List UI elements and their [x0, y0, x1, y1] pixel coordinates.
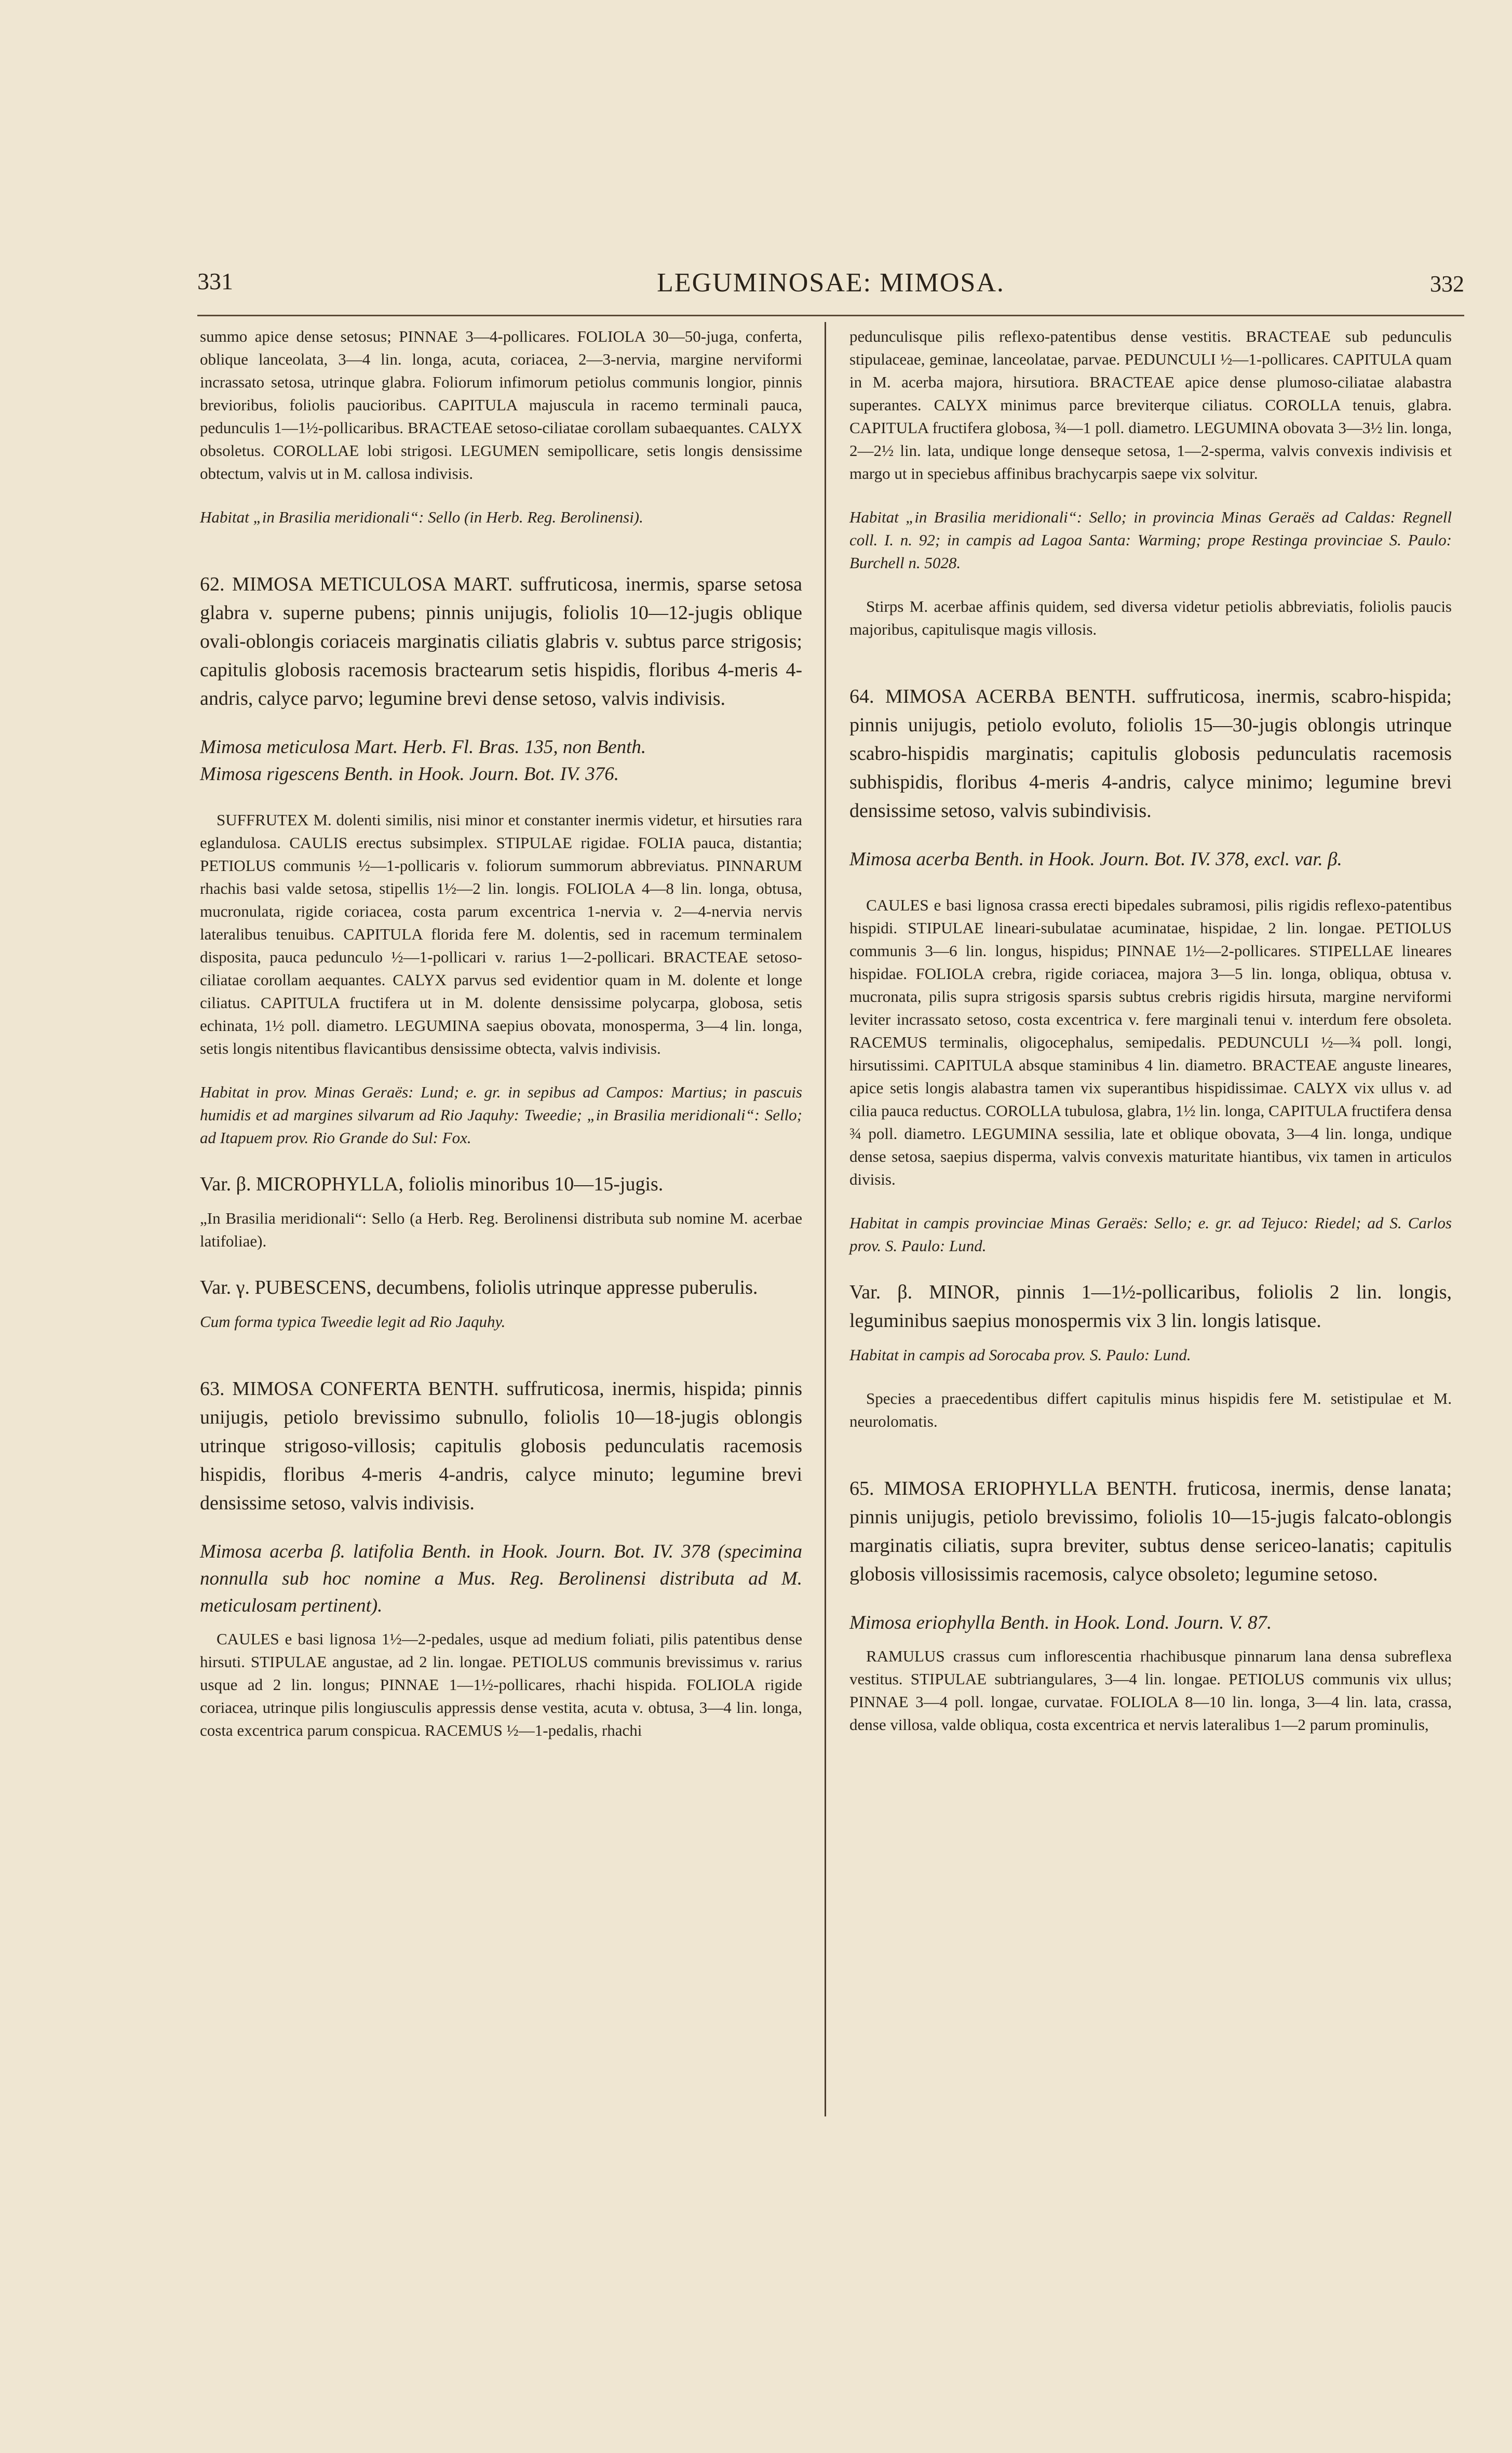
description-paragraph: SUFFRUTEX M. dolenti similis, nisi minor et constanter inermis videtur, et hirsuties rara eglandulosa. CAULIS erectus subsimplex. STIPULAE rigidae. FOLIA pauca, distantia; PETIOLUS communis ½—1-pollicaris v. foliorum summorum abbreviatus. PINNARUM rhachis basi valde setosa, stipellis 1½—2 lin. longis. FOLIOLA 4—8 lin. longa, obtusa, mucronulata, rigide coriacea, costa parum excentrica 1-nervia v. 2—4-nervia nervis lateralibus tenuibus. CAPITULA florida fere M. dolentis, sed in racemum terminalem disposita, pauca pedunculo ½—1-pollicari v. rarius 1—2-pollicari. BRACTEAE setoso-ciliatae corollam aequantes. CALYX parvus sed evidentior quam in M. dolente et longe ciliatus. CAPITULA fructifera ut in M. dolente densissime polycarpa, globosa, setis echinata, 1½ poll. diametro. LEGUMINA saepius obovata, monosperma, 3—4 lin. longa, setis longis nitentibus flavicantibus densissime obtecta, valvis indivisis.: [200, 811, 802, 1057]
spacer: [200, 1619, 802, 1628]
spacer: [849, 574, 1452, 595]
spacer: [200, 1253, 802, 1274]
habitat-note: Habitat „in Brasilia meridionali“: Sello (in Herb. Reg. Berolinensi).: [200, 508, 643, 526]
habitat-note: Habitat „in Brasilia meridionali“: Sello; in provincia Minas Geraës ad Caldas: Regnell coll. I. n. 92; in campis ad Lagoa Santa: Warming; prope Restinga provinciae S. Paulo: Burchell n. 5028.: [849, 508, 1452, 572]
species-entry: 65. MIMOSA ERIOPHYLLA BENTH. fruticosa, inermis, dense lanata; pinnis unijugis, petiolo brevissimo, foliolis 10—15-jugis falcato-oblongis marginatis ciliatis, supra breviter, subtus dense sericeo-lanatis; capitulis globosis villosissimis racemosis, calyce obsoleto; legumine setoso.: [849, 1478, 1452, 1585]
spacer: [849, 1637, 1452, 1645]
species-entry: 63. MIMOSA CONFERTA BENTH. suffruticosa, inermis, hispida; pinnis unijugis, petiolo brevissimo subnullo, foliolis 10—18-jugis oblongis utrinque strigoso-villosis; capitulis globosis pedunculatis racemosis hispidis, floribus 4-meris 4-andris, calyce minuto; legumine brevi densissime setoso, valvis indivisis.: [200, 1378, 802, 1514]
description-paragraph: CAULES e basi lignosa 1½—2-pedales, usque ad medium foliati, pilis patentibus dense hirsuti. STIPULAE angustae, ad 2 lin. longae. PETIOLUS communis brevissimus v. rarius usque ad 2 lin. longus; PINNAE 1—1½-pollicares, rhachi hispida. FOLIOLA rigide coriacea, utrinque pilis longiusculis appressis dense vestita, acuta v. obtusa, 3—4 lin. longa, costa excentrica parum conspicua. RACEMUS ½—1-pedalis, rhachi: [200, 1630, 802, 1739]
species-entry: Var. γ. PUBESCENS, decumbens, foliolis utrinque appresse puberulis.: [200, 1277, 758, 1298]
synonym-citation: Mimosa rigescens Benth. in Hook. Journ. Bot. IV. 376.: [200, 763, 619, 785]
description-paragraph: Stirps M. acerbae affinis quidem, sed diversa videtur petiolis abbreviatis, foliolis paucis majoribus, capitulisque magis villosis.: [849, 597, 1452, 638]
spacer: [200, 1518, 802, 1538]
spacer: [200, 1333, 802, 1375]
page-header: [197, 267, 1464, 309]
spacer: [849, 873, 1452, 894]
left-page-number: 331: [197, 268, 233, 294]
description-paragraph: summo apice dense setosus; PINNAE 3—4-pollicares. FOLIOLA 30—50-juga, conferta, oblique lanceolata, 3—4 lin. longa, acuta, coriacea, 2—3-nervia, margine nerviformi incrassato setosa, utrinque glabra. Foliorum infimorum petiolus communis longior, pinnis brevioribus, foliolis paucioribus. CAPITULA majuscula in racemo terminali pauca, pedunculis 1—1½-pollicaribus. BRACTEAE setoso-ciliatae corollam subaequantes. CALYX obsoletus. COROLLAE lobi strigosi. LEGUMEN semipollicare, setis longis densissime obtectum, valvis ut in M. callosa indivisis.: [200, 327, 802, 482]
spacer: [200, 713, 802, 734]
description-paragraph: CAULES e basi lignosa crassa erecti bipedales subramosi, pilis rigidis reflexo-patentibus hispidi. STIPULAE lineari-subulatae acuminatae, hispidae, 2 lin. longae. PETIOLUS communis 3—6 lin. longus, hispidus; PINNAE 1½—2-pollicares. STIPELLAE lineares hispidae. FOLIOLA crebra, rigide coriacea, majora 3—5 lin. longa, obliqua, obtusa v. mucronata, pilis supra strigosis sparsis subtus crebris rigidis hirsuta, margine nerviformi leviter incrassato setoso, costa excentrica v. fere marginali tenui v. interdum fere obsoleta. RACEMUS terminalis, oligocephalus, semipedalis. PEDUNCULI ½—¾ poll. longi, hirsutissimi. CAPITULA absque staminibus 4 lin. diametro. BRACTEAE anguste lineares, apice setis longis alabastra tamen vix superantibus hispidissimae. CALYX vix ullus v. ad cilia pauca reductus. COROLLA tubulosa, glabra, 1½ lin. longa, CAPITULA fructifera densa ¾ poll. diametro. LEGUMINA sessilia, late et oblique obovata, 3—4 lin. longa, undique dense setosa, saepius disperma, valvis convexis maturitate hiantibus, vix tamen in articulos divisis.: [849, 896, 1452, 1188]
habitat-note: Habitat in campis provinciae Minas Geraës: Sello; e. gr. ad Tejuco: Riedel; ad S. Carlos prov. S. Paulo: Lund.: [849, 1214, 1452, 1255]
spacer: [200, 1149, 802, 1170]
header-rule: [197, 315, 1464, 316]
left-column: [200, 325, 802, 1742]
species-entry: 64. MIMOSA ACERBA BENTH. suffruticosa, inermis, scabro-hispida; pinnis unijugis, petiolo evoluto, foliolis 15—30-jugis oblongis utrinque scabro-hispidis marginatis; capitulis globosis pedunculatis racemosis subhispidis, floribus 4-meris 4-andris, calyce minimo; legumine brevi densissime setoso, valvis subindivisis.: [849, 686, 1452, 822]
spacer: [200, 1060, 802, 1081]
species-entry: 62. MIMOSA METICULOSA MART. suffruticosa, inermis, sparse setosa glabra v. superne pubens; pinnis unijugis, foliolis 10—12-jugis oblique ovali-oblongis coriaceis marginatis ciliatis glabris v. subtus parce strigosis; capitulis globosis racemosis bractearum setis hispidis, floribus 4-meris 4-andris, calyce parvo; legumine brevi dense setoso, valvis indivisis.: [200, 573, 802, 709]
synonym-citation: Mimosa eriophylla Benth. in Hook. Lond. Journ. V. 87.: [849, 1612, 1272, 1633]
spacer: [200, 485, 802, 506]
habitat-note: Habitat in campis ad Sorocaba prov. S. Paulo: Lund.: [849, 1346, 1191, 1364]
spacer: [849, 825, 1452, 846]
spacer: [200, 529, 802, 570]
right-column: [849, 325, 1452, 1736]
description-paragraph: „In Brasilia meridionali“: Sello (a Herb. Reg. Berolinensi distributa sub nomine M. acerbae latifoliae).: [200, 1209, 802, 1250]
synonym-citation: Mimosa acerba β. latifolia Benth. in Hook. Journ. Bot. IV. 378 (specimina nonnulla sub hoc nomine a Mus. Reg. Berolinensi distributa ad M. meticulosam pertinent).: [200, 1541, 802, 1616]
habitat-note: Cum forma typica Tweedie legit ad Rio Jaquhy.: [200, 1312, 506, 1331]
spacer: [849, 485, 1452, 506]
spacer: [849, 1191, 1452, 1212]
species-entry: Var. β. MICROPHYLLA, foliolis minoribus 10—15-jugis.: [200, 1173, 664, 1195]
description-paragraph: pedunculisque pilis reflexo-patentibus dense vestitis. BRACTEAE sub pedunculis stipulaceae, geminae, lanceolatae, parvae. PEDUNCULI ½—1-pollicares. CAPITULA quam in M. acerba majora, hirsutiora. BRACTEAE apice dense plumoso-ciliatae alabastra superantes. CALYX minimus parce breviterque ciliatus. COROLLA tenuis, glabra. CAPITULA fructifera globosa, ¾—1 poll. diametro. LEGUMINA obovata 3—3½ lin. longa, 2—2½ lin. lata, undique longe denseque setosa, 1—2-sperma, valvis convexis indivisis et margo ut in speciebus affinibus brachycarpis saepe vix solvitur.: [849, 327, 1452, 482]
spacer: [200, 1199, 802, 1207]
right-page-number: 332: [1430, 271, 1464, 297]
description-paragraph: Species a praecedentibus differt capitulis minus hispidis fere M. setistipulae et M. neurolomatis.: [849, 1389, 1452, 1430]
habitat-note: Habitat in prov. Minas Geraës: Lund; e. gr. in sepibus ad Campos: Martius; in pascuis humidis et ad margines silvarum ad Rio Jaquhy: Tweedie; „in Brasilia meridionali“: Sello; ad Itapuem prov. Rio Grande do Sul: Fox.: [200, 1083, 802, 1147]
column-divider: [825, 322, 826, 2116]
synonym-citation: Mimosa meticulosa Mart. Herb. Fl. Bras. 135, non Benth.: [200, 736, 646, 758]
running-title: LEGUMINOSAE: MIMOSA.: [657, 268, 1005, 298]
spacer: [849, 1589, 1452, 1610]
spacer: [849, 641, 1452, 682]
spacer: [849, 1335, 1452, 1344]
description-paragraph: RAMULUS crassus cum inflorescentia rhachibusque pinnarum lana densa subreflexa vestitus. STIPULAE subtriangulares, 3—4 lin. longae. PETIOLUS communis vix ullus; PINNAE 3—4 poll. longae, curvatae. FOLIOLA 8—10 lin. longa, 3—4 lin. lata, crassa, dense villosa, valde obliqua, costa excentrica et nervis lateralibus 1—2 parum prominulis,: [849, 1647, 1452, 1734]
spacer: [200, 788, 802, 809]
spacer: [849, 1257, 1452, 1278]
spacer: [849, 1366, 1452, 1387]
species-entry: Var. β. MINOR, pinnis 1—1½-pollicaribus, foliolis 2 lin. longis, leguminibus saepius monospermis vix 3 lin. longis latisque.: [849, 1281, 1452, 1332]
spacer: [200, 1302, 802, 1310]
synonym-citation: Mimosa acerba Benth. in Hook. Journ. Bot. IV. 378, excl. var. β.: [849, 849, 1342, 870]
spacer: [849, 1433, 1452, 1475]
